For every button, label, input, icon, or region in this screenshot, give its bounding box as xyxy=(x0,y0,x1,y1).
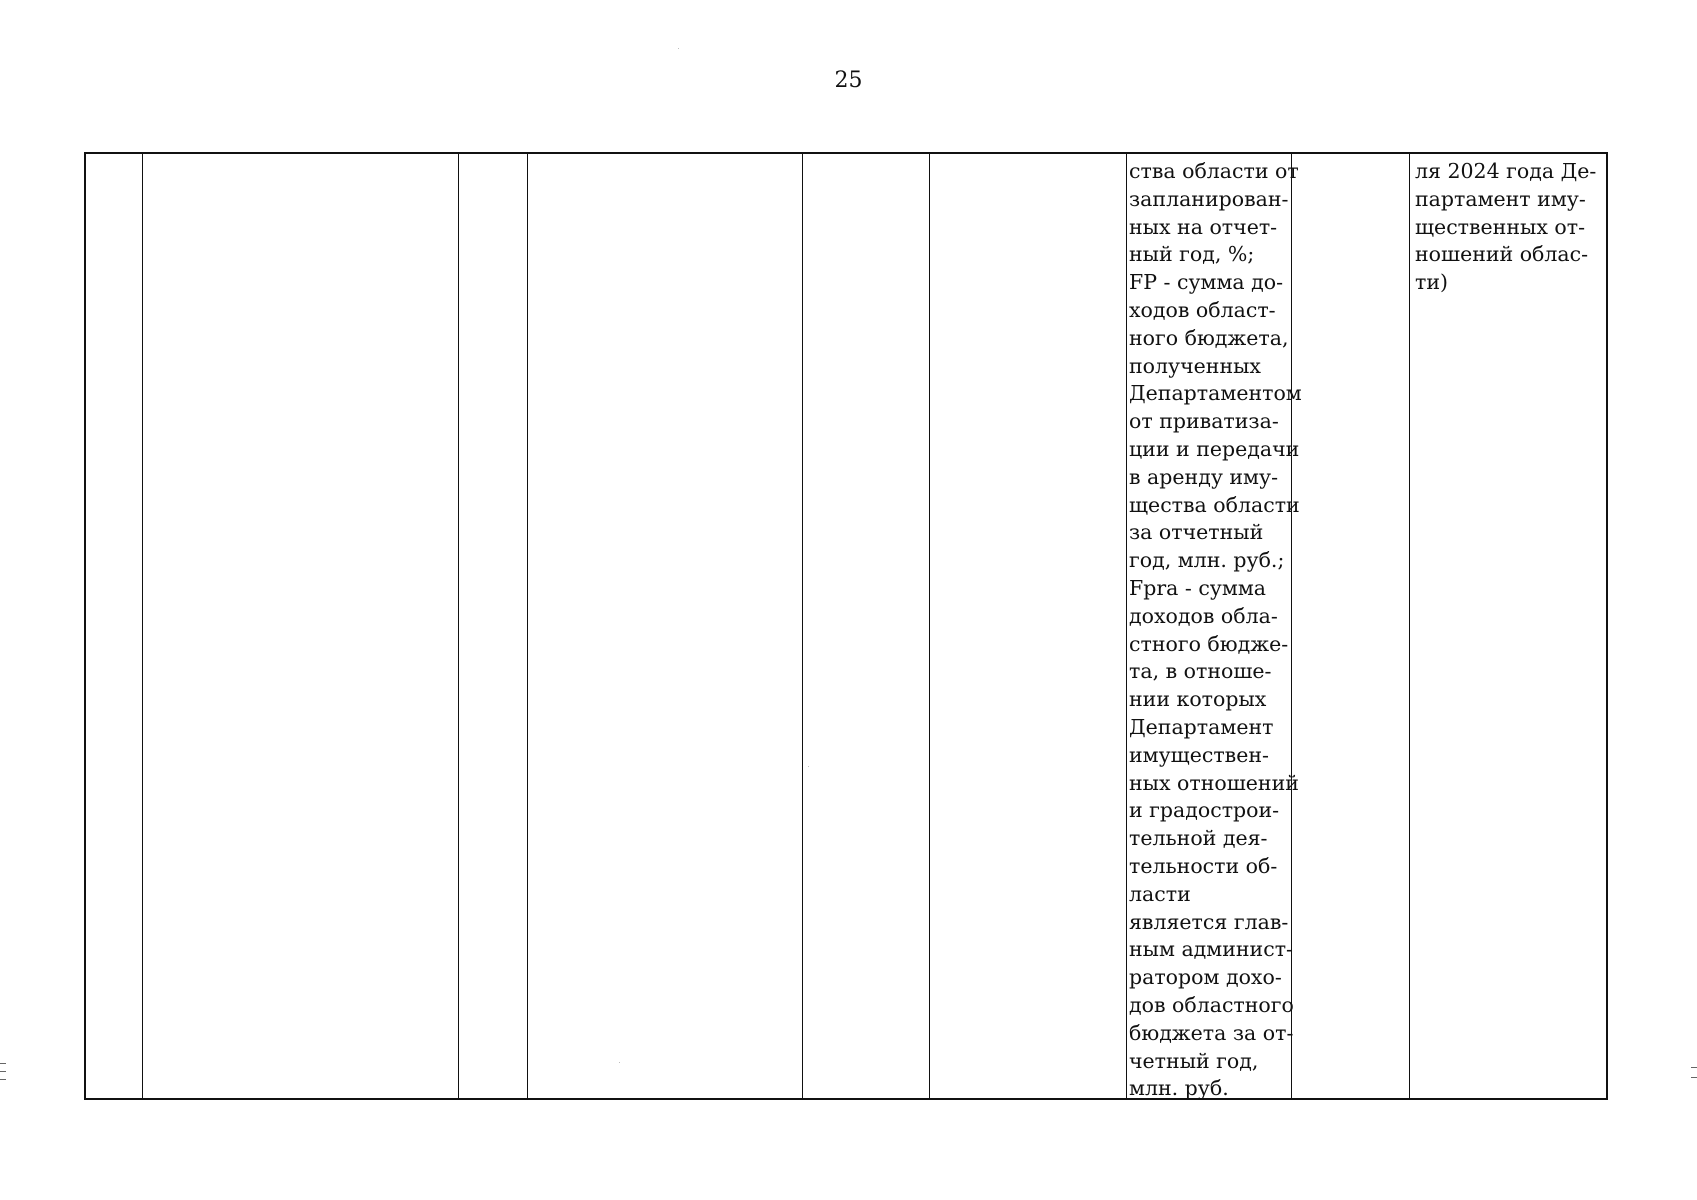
column-divider xyxy=(527,154,528,1098)
column-divider xyxy=(458,154,459,1098)
scan-edge-mark xyxy=(0,1079,6,1080)
scan-speck xyxy=(619,1062,620,1063)
scan-speck xyxy=(678,48,679,49)
table-cell-formula-description: ства области от запланирован- ных на отчет- ный год, %; FP - сумма до- ходов област- ного бюджета, полученных Департаментом от приватиза- ции и передачи в аренду иму- щества области за отчетный год, млн. руб.; Fpra - сумма доходов обла- стного бюдже- та, в отноше- нии которых Департамент имуществен- ных отношений и градострои- тельной дея- тельности об- ласти является глав- ным админист- ратором дохо- дов областного бюджета за от- четный год, млн. руб. xyxy=(1129,159,1302,1101)
column-divider xyxy=(142,154,143,1098)
page-number: 25 xyxy=(834,68,863,93)
column-divider xyxy=(802,154,803,1098)
scan-edge-mark xyxy=(1691,1067,1697,1068)
column-divider xyxy=(929,154,930,1098)
column-divider xyxy=(1126,154,1127,1098)
scan-edge-mark xyxy=(0,1063,6,1064)
table-cell-responsible-department: ля 2024 года Де- партамент иму- щественных от- ношений облас- ти) xyxy=(1415,159,1597,295)
scan-speck xyxy=(808,766,809,767)
scan-edge-mark xyxy=(1691,1077,1697,1078)
column-divider xyxy=(1409,154,1410,1098)
continuation-table xyxy=(84,152,1608,1100)
scan-edge-mark xyxy=(0,1071,6,1072)
